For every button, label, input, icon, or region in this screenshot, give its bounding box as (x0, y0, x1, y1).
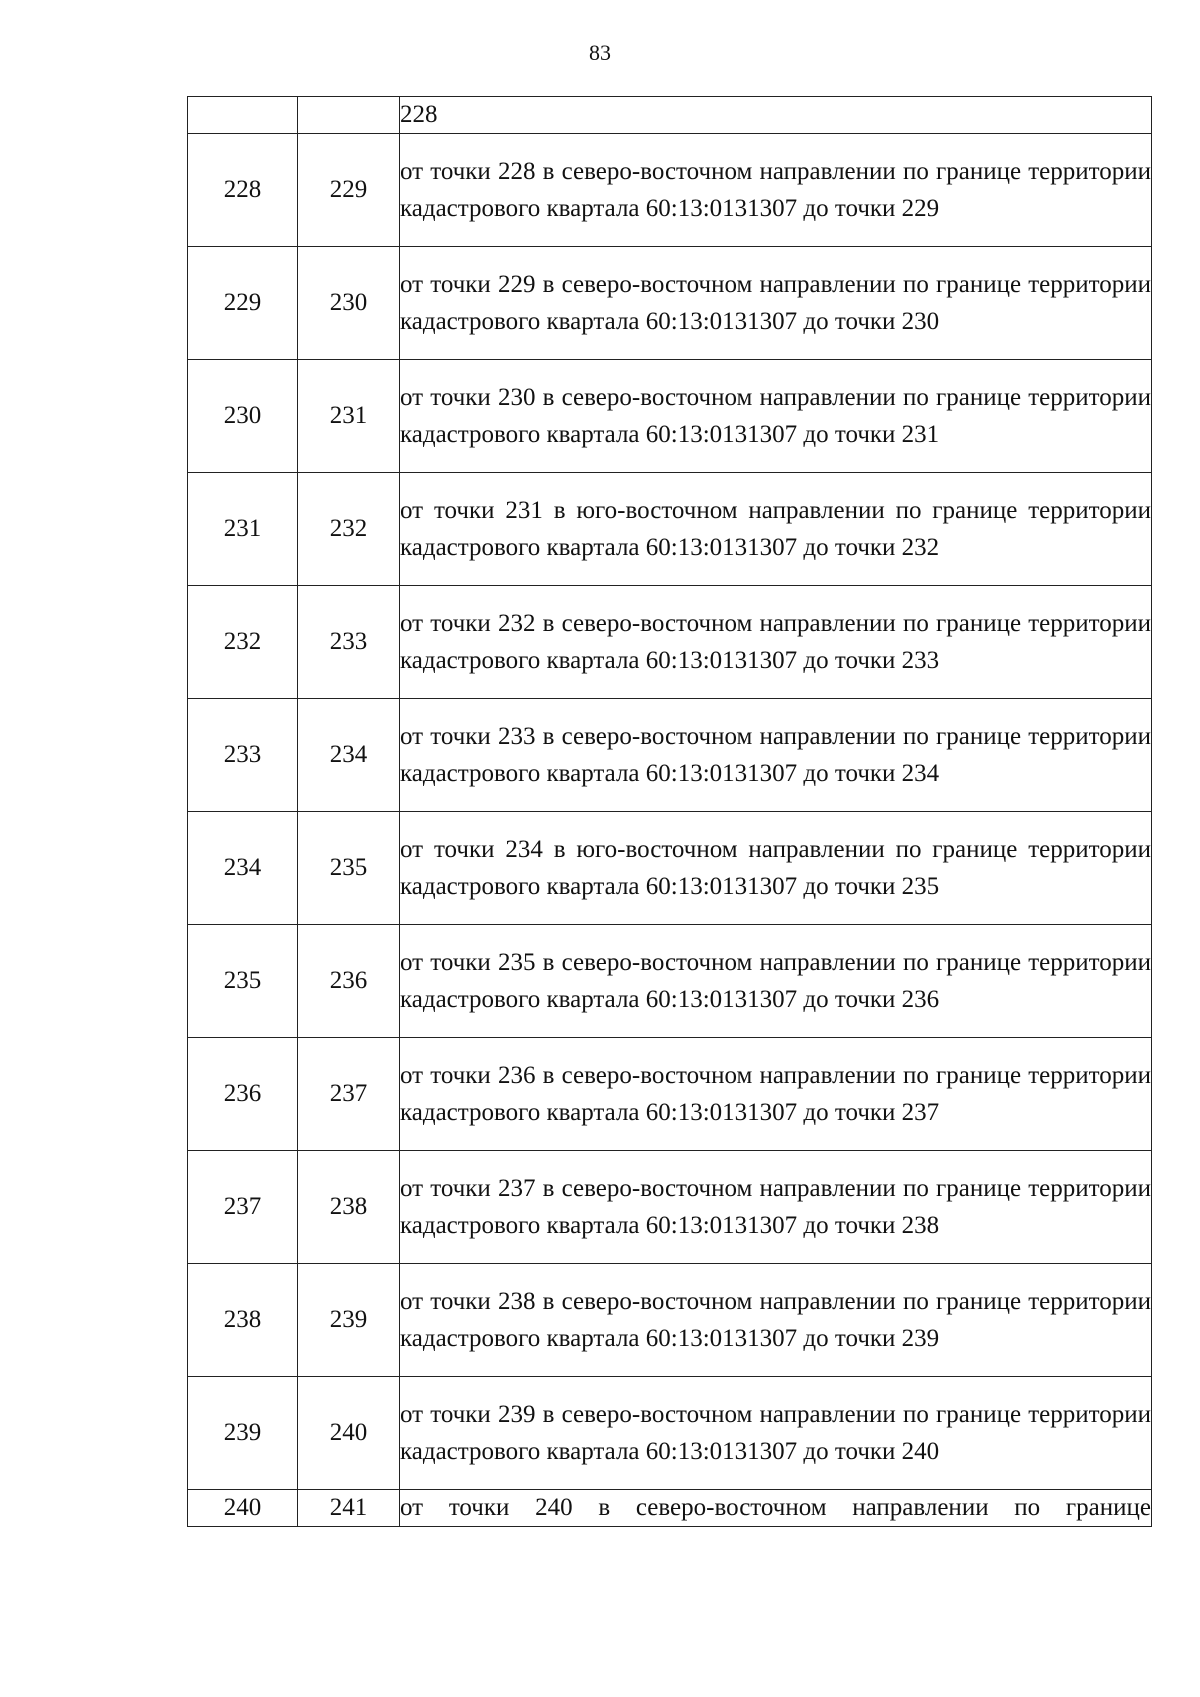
table-row (188, 1264, 1152, 1377)
to-point-cell: 231 (298, 360, 400, 473)
from-point-cell: 240 (188, 1490, 298, 1527)
to-point-cell: 239 (298, 1264, 400, 1377)
description-cell: от точки 229 в северо-восточном направлении по границе территории кадастрового квартала 60:13:0131307 до точки 230 (400, 247, 1152, 360)
table-row (188, 1377, 1152, 1490)
description-cell: от точки 236 в северо-восточном направлении по границе территории кадастрового квартала 60:13:0131307 до точки 237 (400, 1038, 1152, 1151)
description-cell: от точки 230 в северо-восточном направлении по границе территории кадастрового квартала 60:13:0131307 до точки 231 (400, 360, 1152, 473)
description-cell: от точки 237 в северо-восточном направлении по границе территории кадастрового квартала 60:13:0131307 до точки 238 (400, 1151, 1152, 1264)
from-point-cell: 238 (188, 1264, 298, 1377)
to-point-cell: 240 (298, 1377, 400, 1490)
table-row (188, 925, 1152, 1038)
description-cell: от точки 234 в юго-восточном направлении по границе территории кадастрового квартала 60:13:0131307 до точки 235 (400, 812, 1152, 925)
from-point-cell: 231 (188, 473, 298, 586)
to-point-cell: 238 (298, 1151, 400, 1264)
to-point-cell: 230 (298, 247, 400, 360)
to-point-cell: 236 (298, 925, 400, 1038)
page-number: 83 (589, 40, 611, 65)
to-point-cell: 229 (298, 134, 400, 247)
from-point-cell: 237 (188, 1151, 298, 1264)
to-point-cell: 237 (298, 1038, 400, 1151)
to-point-cell (298, 97, 400, 134)
table-row (188, 1151, 1152, 1264)
table-row (188, 699, 1152, 812)
table-row (188, 1038, 1152, 1151)
to-point-cell: 235 (298, 812, 400, 925)
table-row (188, 586, 1152, 699)
description-cell: от точки 231 в юго-восточном направлении по границе территории кадастрового квартала 60:13:0131307 до точки 232 (400, 473, 1152, 586)
from-point-cell: 230 (188, 360, 298, 473)
from-point-cell (188, 97, 298, 134)
from-point-cell: 233 (188, 699, 298, 812)
table-row (188, 247, 1152, 360)
description-cell: 228 (400, 97, 1152, 134)
from-point-cell: 236 (188, 1038, 298, 1151)
table-row (188, 134, 1152, 247)
description-cell: от точки 233 в северо-восточном направлении по границе территории кадастрового квартала 60:13:0131307 до точки 234 (400, 699, 1152, 812)
table-row (188, 473, 1152, 586)
from-point-cell: 228 (188, 134, 298, 247)
table-row (188, 97, 1152, 134)
description-cell: от точки 239 в северо-восточном направлении по границе территории кадастрового квартала 60:13:0131307 до точки 240 (400, 1377, 1152, 1490)
table-row (188, 360, 1152, 473)
to-point-cell: 232 (298, 473, 400, 586)
from-point-cell: 239 (188, 1377, 298, 1490)
to-point-cell: 233 (298, 586, 400, 699)
from-point-cell: 234 (188, 812, 298, 925)
from-point-cell: 229 (188, 247, 298, 360)
description-cell: от точки 238 в северо-восточном направлении по границе территории кадастрового квартала 60:13:0131307 до точки 239 (400, 1264, 1152, 1377)
to-point-cell: 234 (298, 699, 400, 812)
description-cell: от точки 235 в северо-восточном направлении по границе территории кадастрового квартала 60:13:0131307 до точки 236 (400, 925, 1152, 1038)
table-row (188, 1490, 1152, 1527)
to-point-cell: 241 (298, 1490, 400, 1527)
description-cell: от точки 240 в северо-восточном направлении по границе (400, 1490, 1152, 1527)
from-point-cell: 235 (188, 925, 298, 1038)
table-row (188, 812, 1152, 925)
from-point-cell: 232 (188, 586, 298, 699)
boundary-table (187, 96, 1152, 1527)
description-cell: от точки 232 в северо-восточном направлении по границе территории кадастрового квартала 60:13:0131307 до точки 233 (400, 586, 1152, 699)
description-cell: от точки 228 в северо-восточном направлении по границе территории кадастрового квартала 60:13:0131307 до точки 229 (400, 134, 1152, 247)
